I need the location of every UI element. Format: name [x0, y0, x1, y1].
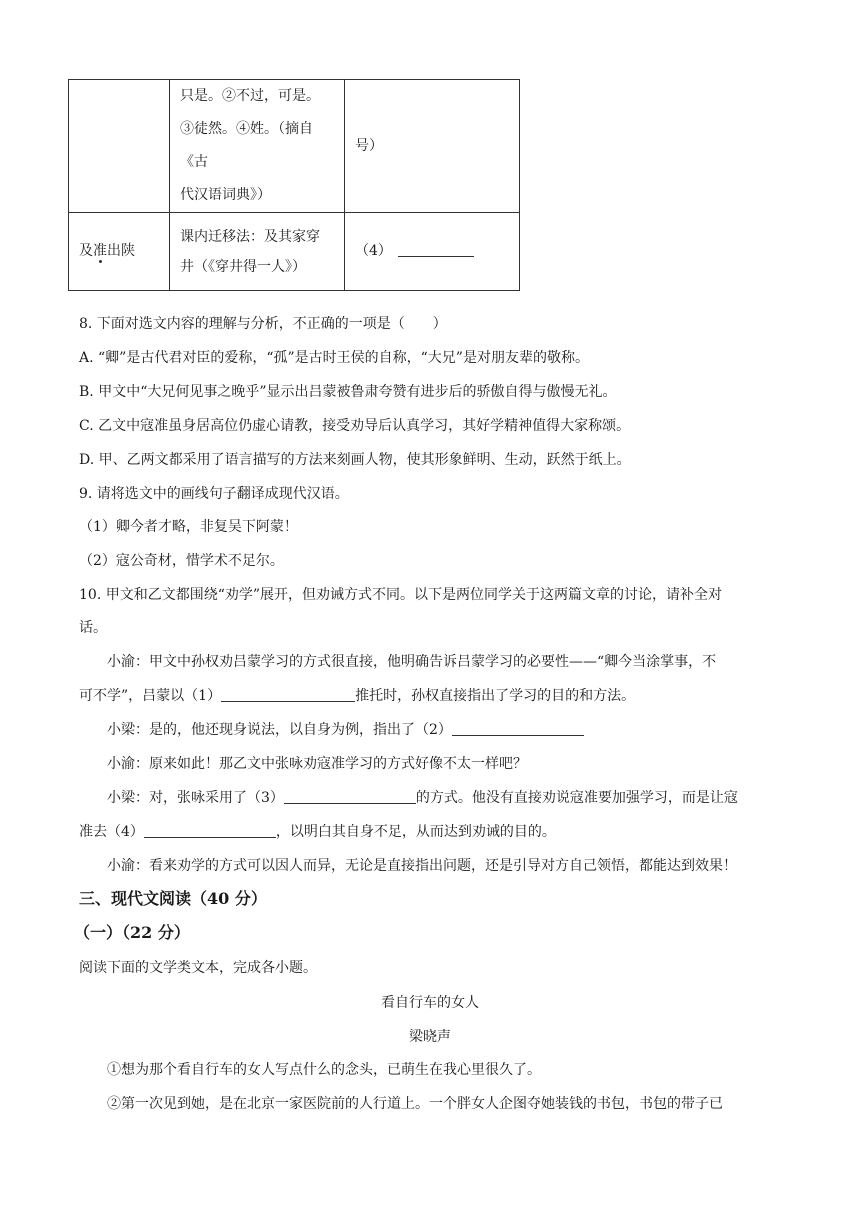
reading-intro: 阅读下面的文学类文本，完成各小题。: [79, 960, 317, 976]
dialogue-line: 小渝：原来如此！那乙文中张咏劝寇准学习的方式好像不太一样吧？: [107, 756, 527, 772]
table-cell-empty: [69, 80, 170, 213]
method-line: [180, 222, 334, 252]
word-text: 及: [79, 243, 93, 259]
section-heading: 三、现代文阅读（40 分）: [79, 889, 267, 908]
dialogue-text: 的方式。他没有直接劝说寇准要加强学习，而是让寇: [415, 790, 738, 806]
table-row: [69, 213, 520, 291]
question-8-option-b: B. 甲文中“大兄何见事之晚乎”显示出吕蒙被鲁肃夸赞有进步后的骄傲自得与傲慢无礼。: [79, 384, 617, 400]
dialogue-text: ，以明白其自身不足，从而达到劝诫的目的。: [275, 824, 556, 840]
definition-line: 只是。②不过，可是。: [180, 88, 320, 104]
dialogue-text: 可不学”，吕蒙以（1）: [79, 688, 222, 704]
question-8-stem: 8. 下面对选文内容的理解与分析，不正确的一项是（ ）: [79, 316, 447, 332]
dialogue-line: [107, 720, 827, 740]
dialogue-line: [107, 788, 827, 808]
passage-paragraph-1: ①想为那个看自行车的女人写点什么的念头，已萌生在我心里很久了。: [107, 1062, 541, 1078]
definition-line: 代汉语词典》）: [180, 187, 271, 203]
dialogue-line: 小渝：甲文中孙权劝吕蒙学习的方式很直接，他明确告诉吕蒙学习的必要性——“卿今当涂掌事，不: [107, 654, 717, 670]
passage-author: 梁晓声: [409, 1029, 451, 1045]
question-8-option-c: C. 乙文中寇准虽身居高位仍虚心请教，接受劝导后认真学习，其好学精神值得大家称颂。: [79, 418, 631, 434]
question-9-sentence-2: （2）寇公奇材，惜学术不足尔。: [79, 553, 284, 569]
table-cell-answer: 号）: [345, 80, 520, 213]
passage-paragraph-2: ②第一次见到她，是在北京一家医院前的人行道上。一个胖女人企图夺她装钱的书包，书包的带子已: [107, 1096, 723, 1112]
table-cell-method: [170, 213, 345, 291]
method-text: 课内迁移法：及其家穿: [180, 228, 320, 245]
dialogue-text: 小梁：对，张咏采用了（3）: [107, 790, 284, 806]
question-8-option-d: D. 甲、乙两文都采用了语言描写的方法来刻画人物，使其形象鲜明、生动，跃然于纸上。: [79, 452, 631, 468]
subsection-heading: （一）（22 分）: [74, 923, 190, 942]
method-line: 井（《穿井得一人》）: [180, 258, 306, 275]
table-cell-word: [69, 213, 170, 291]
answer-label: （4）: [355, 243, 392, 259]
answer-blank-4[interactable]: [144, 822, 276, 838]
question-10-stem-cont: 话。: [79, 620, 107, 636]
vocabulary-table: [68, 79, 520, 291]
table-cell-definition: [170, 80, 345, 213]
dialogue-line: [79, 822, 799, 842]
table-cell-answer: [345, 213, 520, 291]
emphasized-char: 准: [93, 243, 107, 259]
dialogue-line: [79, 686, 799, 706]
answer-blank-3[interactable]: [284, 788, 416, 804]
dialogue-text: 推托时，孙权直接指出了学习的目的和方法。: [355, 688, 636, 704]
word-text: 出陕: [107, 243, 135, 259]
dialogue-line: 小渝：看来劝学的方式可以因人而异，无论是直接指出问题，还是引导对方自己领悟，都能达到效果！: [107, 858, 737, 874]
answer-blank-1[interactable]: [221, 686, 355, 702]
dialogue-text: 准去（4）: [79, 824, 144, 840]
answer-blank-2[interactable]: [452, 720, 584, 736]
question-10-stem: 10. 甲文和乙文都围绕“劝学”展开，但劝诫方式不同。以下是两位同学关于这两篇文章的讨论，请补全对: [79, 587, 723, 603]
question-9-sentence-1: （1）卿今者才略，非复吴下阿蒙！: [79, 519, 298, 535]
passage-title: 看自行车的女人: [381, 995, 479, 1011]
definition-line: ③徒然。④姓。（摘自《古: [180, 121, 313, 170]
dialogue-text: 小梁：是的，他还现身说法，以自身为例，指出了（2）: [107, 722, 452, 738]
table-row: [69, 80, 520, 213]
question-9-stem: 9. 请将选文中的画线句子翻译成现代汉语。: [79, 486, 349, 502]
answer-blank[interactable]: [398, 240, 474, 257]
question-8-option-a: A. “卿”是古代君对臣的爱称，“孤”是古时王侯的自称，“大兄”是对朋友辈的敬称。: [79, 350, 589, 366]
